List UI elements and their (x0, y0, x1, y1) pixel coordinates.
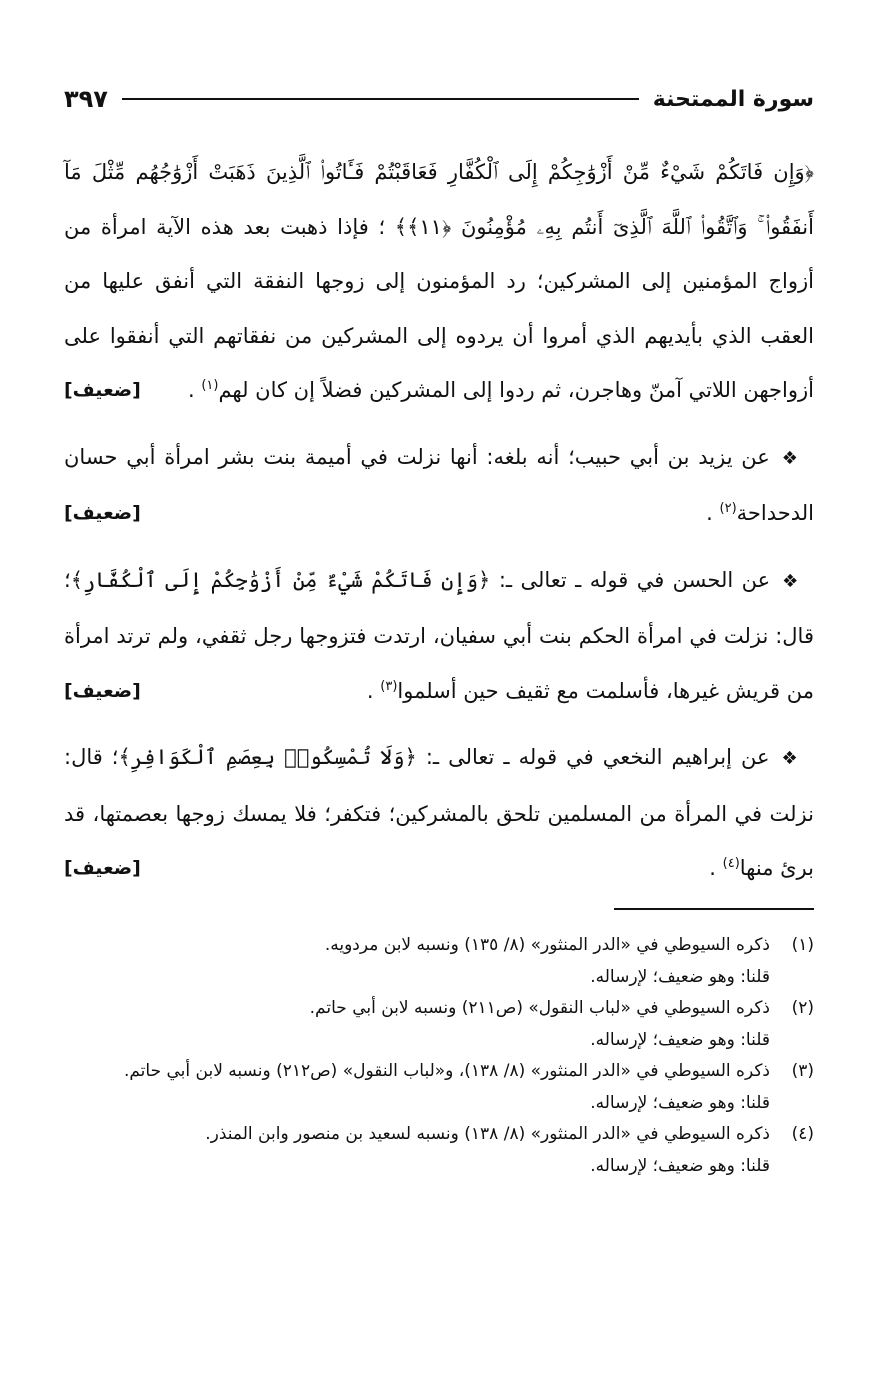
paragraph-2 (64, 430, 814, 541)
paragraph-4 (64, 730, 814, 896)
bullet-icon: ❖ (781, 447, 800, 469)
footnote-line: ذكره السيوطي في «لباب النقول» (ص٢١١) ونسبه لابن أبي حاتم. (309, 998, 770, 1018)
footnote-line: قلنا: وهو ضعيف؛ لإرساله. (590, 1092, 770, 1113)
sentence-end: . (187, 378, 195, 402)
footnote-number: (٢) (791, 998, 814, 1018)
paragraph-text: عن يزيد بن أبي حبيب؛ أنه بلغه: أنها نزلت في أميمة بنت بشر امرأة أبي حسان الدحداحة (64, 444, 814, 525)
sentence-end: . (366, 678, 374, 703)
footnote-text (60, 993, 770, 1056)
grade-label: [ضعيف] (64, 857, 141, 879)
footnote-ref: (٢) (719, 501, 737, 516)
grade-label: [ضعيف] (64, 679, 141, 702)
bullet-icon: ❖ (782, 570, 801, 592)
paragraph-text: ؛ قال: نزلت في امرأة الحكم بنت أبي سفيان، ارتدت فتزوجها رجل ثقفي، ولم ترتد امرأة من قريش غيرها، فأسلمت مع ثقيف حين أسلموا (64, 567, 814, 703)
footnote (60, 1119, 814, 1182)
footnotes (60, 930, 814, 1182)
footnote-ref: (١) (201, 378, 219, 393)
footnote-ref: (٣) (380, 678, 398, 694)
footnote-separator (614, 908, 814, 910)
page-number: ٣٩٧ (64, 85, 108, 113)
footnote (60, 993, 814, 1056)
footnote-line: ذكره السيوطي في «الدر المنثور» (٨/ ١٣٨)، و«لباب النقول» (ص٢١٢) ونسبه لابن أبي حاتم. (123, 1061, 770, 1081)
footnote-line: ذكره السيوطي في «الدر المنثور» (٨/ ١٣٥) ونسبه لابن مردويه. (324, 935, 770, 955)
paragraph-text: ؛ قال: نزلت في المرأة من المسلمين تلحق بالمشركين؛ فتكفر؛ فلا يمسك زوجها بعصمتها، قد برئ منها (64, 745, 814, 880)
quran-verse: ﴿وَإِن فَاتَكُمْ شَيْءٌ مِّنْ أَزْوَٰجِكُمْ إِلَى ٱلْكُفَّارِ فَعَاقَبْتُمْ فَـَٔاتُوا۟ ٱلَّذِينَ ذَهَبَتْ أَزْوَٰجُهُم مِّثْلَ مَآ أَنفَقُوا۟ ۚ وَٱتَّقُوا۟ ٱللَّهَ ٱلَّذِىٓ أَنتُم بِهِۦ مُؤْمِنُونَ ﴿١١﴾﴾ (64, 160, 814, 239)
paragraph-1 (64, 145, 814, 418)
paragraph-intro: عن الحسن في قوله ـ تعالى ـ: (498, 567, 771, 592)
footnote-text (60, 1119, 770, 1182)
footnote (60, 930, 814, 993)
footnote-number: (٣) (791, 1061, 814, 1081)
paragraph-intro: عن إبراهيم النخعي في قوله ـ تعالى ـ: (425, 745, 770, 769)
footnote-line: قلنا: وهو ضعيف؛ لإرساله. (590, 1155, 770, 1176)
main-text (64, 145, 814, 896)
footnote-text (60, 930, 770, 993)
page-header (64, 82, 814, 116)
quran-verse: ﴿وَإِن فَاتَكُمْ شَيْءٌ مِّنْ أَزْوَٰجِكُمْ إِلَى ٱلْكُفَّارِ﴾ (70, 567, 491, 592)
header-rule (122, 98, 639, 100)
footnote-text (60, 1056, 770, 1119)
grade-label: [ضعيف] (64, 379, 141, 401)
footnote-line: ذكره السيوطي في «الدر المنثور» (٨/ ١٣٨) ونسبه لسعيد بن منصور وابن المنذر. (205, 1124, 770, 1144)
footnote-number: (٤) (791, 1124, 814, 1144)
paragraph-3 (64, 553, 814, 719)
bullet-icon: ❖ (781, 748, 800, 769)
surah-title: سورة الممتحنة (652, 86, 814, 112)
quran-verse: ﴿وَلَا تُمْسِكُوا۟ بِعِصَمِ ٱلْكَوَافِرِ﴾ (118, 745, 417, 769)
grade-label: [ضعيف] (64, 502, 141, 524)
sentence-end: . (709, 856, 716, 880)
footnote-number: (١) (791, 935, 814, 955)
sentence-end: . (706, 501, 713, 525)
footnote-line: قلنا: وهو ضعيف؛ لإرساله. (590, 1029, 770, 1050)
paragraph-text: ؛ فإذا ذهبت بعد هذه الآية امرأة من أزواج المؤمنين إلى المشركين؛ رد المؤمنون إلى زوجها النفقة التي أنفق عليها من العقب الذي بأيديهم الذي أمروا أن يردوه إلى المشركين من نفقاتهم التي أنفقوا على أزواجهن اللاتي آمنّ وهاجرن، ثم ردوا إلى المشركين فضلاً إن كان لهم (64, 214, 814, 402)
footnote (60, 1056, 814, 1119)
footnote-ref: (٤) (722, 856, 740, 871)
footnote-line: قلنا: وهو ضعيف؛ لإرساله. (590, 966, 770, 987)
